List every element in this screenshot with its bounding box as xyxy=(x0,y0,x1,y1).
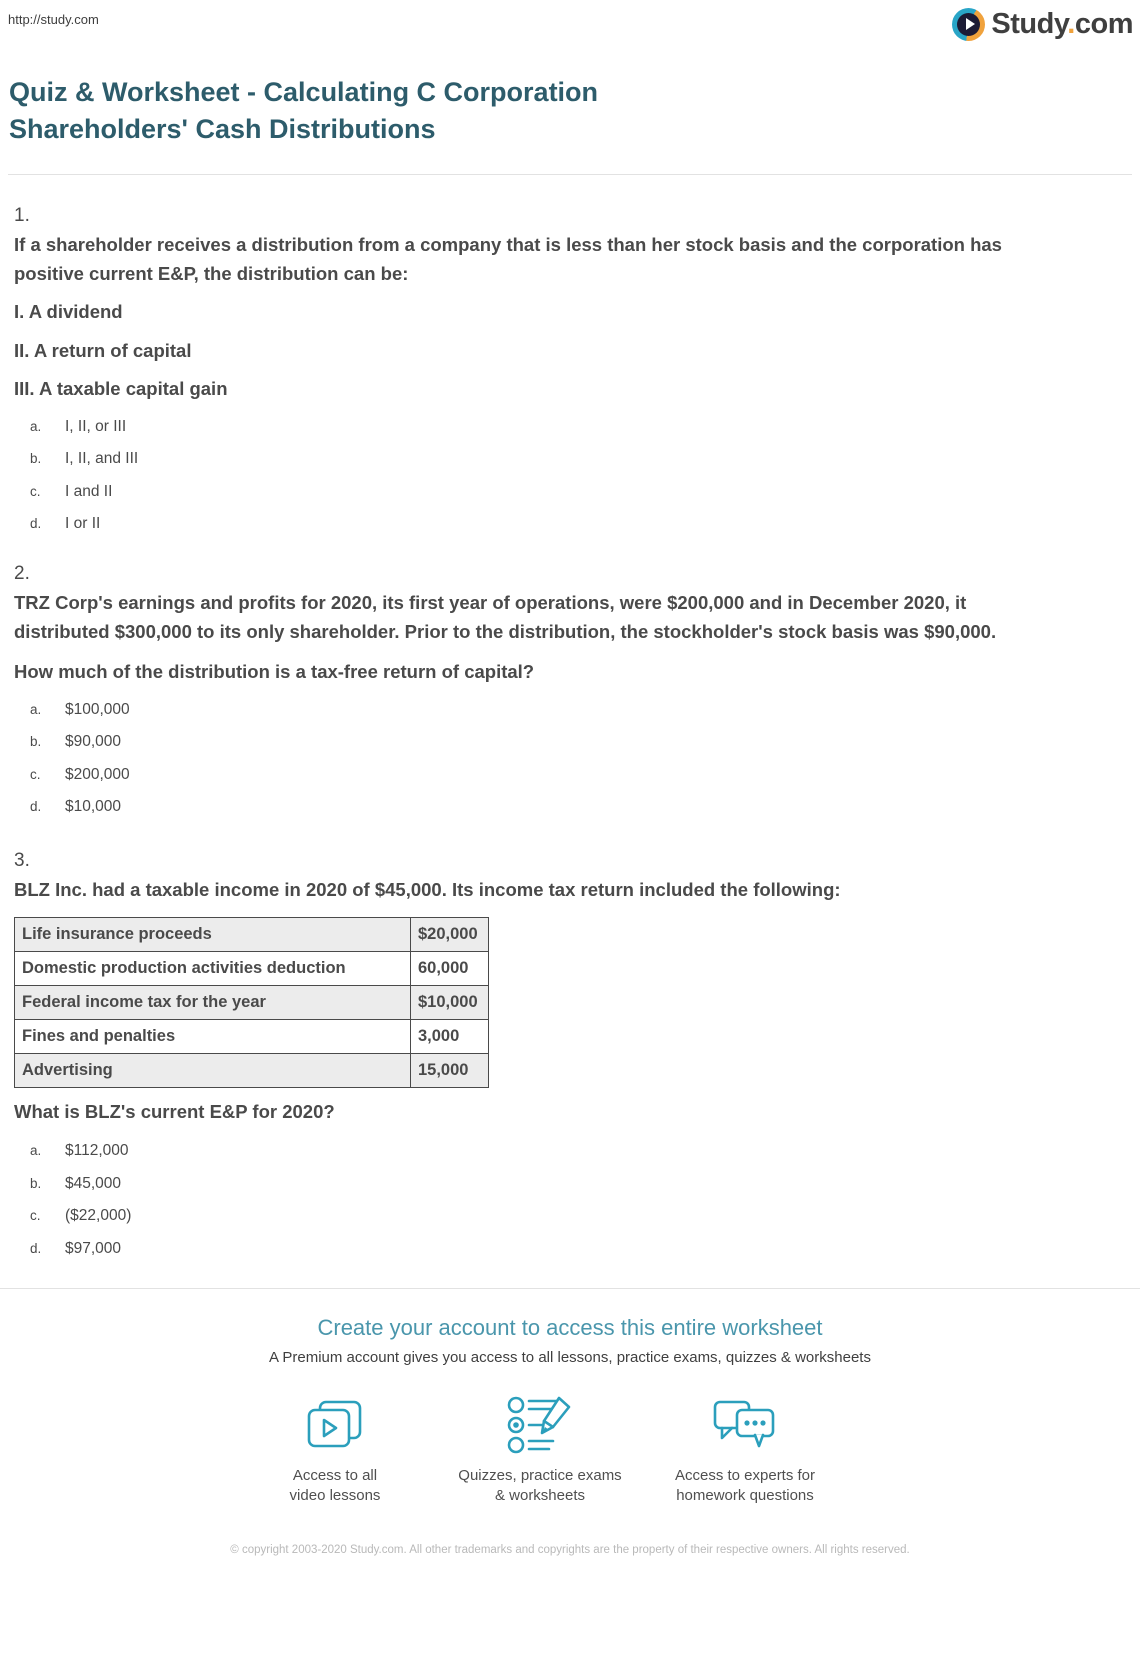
title-divider xyxy=(8,174,1132,175)
premium-benefits-text: A Premium account gives you access to all lessons, practice exams, quizzes & worksheets xyxy=(269,1348,871,1366)
table-cell-value: 15,000 xyxy=(411,1053,489,1087)
create-account-link[interactable]: Create your account to access this entire worksheet xyxy=(317,1314,823,1340)
answer-options xyxy=(0,1142,1140,1258)
quizzes-worksheets-icon xyxy=(507,1396,573,1454)
answer-option-c: c. I and II xyxy=(30,482,113,500)
feature-label: Access to experts for homework questions xyxy=(674,1466,816,1504)
question-prompt: What is BLZ's current E&P for 2020? xyxy=(14,1100,335,1122)
page-url: http://study.com xyxy=(8,12,99,27)
studycom-logo[interactable] xyxy=(952,8,1133,41)
roman-item-3: III. A taxable capital gain xyxy=(14,378,228,399)
answer-option-a: a. $100,000 xyxy=(30,700,130,718)
table-cell-value: $20,000 xyxy=(411,917,489,951)
question-text: BLZ Inc. had a taxable income in 2020 of $45,000. Its income tax return included the following: xyxy=(14,879,841,900)
question-text: If a shareholder receives a distribution from a company that is less than her stock basis and the corporation has positive current E&P, the distribution can be: xyxy=(14,234,1002,284)
question-number: 1. xyxy=(14,205,30,226)
answer-option-d: d. $10,000 xyxy=(30,798,122,815)
answer-option-b: b. I, II, and III xyxy=(30,450,139,467)
feature-list xyxy=(0,1396,1110,1506)
page-header xyxy=(0,0,1140,50)
create-account-section xyxy=(0,1315,1140,1559)
question-1 xyxy=(0,205,1140,533)
roman-item-2: II. A return of capital xyxy=(14,339,192,361)
copyright-notice: © copyright 2003-2020 Study.com. All other trademarks and copyrights are the property of their respective owners. All rights reserved. xyxy=(230,1543,910,1556)
question-text: TRZ Corp's earnings and profits for 2020, its first year of operations, were $200,000 and in December 2020, it distributed $300,000 to its only shareholder. Prior to the distribution, the stockholder's stock basis was $90,000. xyxy=(14,592,997,642)
answer-option-b: b. $90,000 xyxy=(30,733,122,750)
table-cell-value: 60,000 xyxy=(411,951,489,985)
answer-option-d: d. I or II xyxy=(30,515,101,532)
studycom-logo-text: Study.com xyxy=(991,8,1133,40)
answer-options xyxy=(0,701,1140,817)
table-cell-label: Fines and penalties xyxy=(15,1019,411,1053)
table-cell-label: Advertising xyxy=(15,1053,411,1087)
table-cell-value: 3,000 xyxy=(411,1019,489,1053)
answer-option-c: c. ($22,000) xyxy=(30,1207,132,1224)
answer-option-b: b. $45,000 xyxy=(30,1174,122,1192)
question-number: 3. xyxy=(14,850,30,871)
table-cell-label: Domestic production activities deduction xyxy=(15,951,411,985)
table-cell-label: Life insurance proceeds xyxy=(15,917,411,951)
table-row xyxy=(15,1053,489,1087)
feature-video-lessons xyxy=(233,1396,438,1506)
roman-item-1: I. A dividend xyxy=(14,301,123,322)
answer-option-d: d. $97,000 xyxy=(30,1239,122,1257)
table-cell-label: Federal income tax for the year xyxy=(15,985,411,1019)
answer-options xyxy=(0,418,1140,534)
feature-label: Quizzes, practice exams & worksheets xyxy=(458,1466,622,1504)
answer-option-a: a. $112,000 xyxy=(30,1142,129,1159)
question-3 xyxy=(0,850,1140,1258)
footer-divider xyxy=(0,1288,1140,1289)
table-row xyxy=(15,1019,489,1053)
feature-expert-help xyxy=(643,1396,848,1506)
question-2 xyxy=(0,563,1140,816)
question-prompt: How much of the distribution is a tax-free return of capital? xyxy=(14,661,535,682)
question-number: 2. xyxy=(14,563,30,584)
table-row xyxy=(15,917,489,951)
studycom-play-icon xyxy=(952,8,985,41)
income-items-table xyxy=(14,917,489,1088)
page-title: Quiz & Worksheet - Calculating C Corporation Shareholders' Cash Distributions xyxy=(9,77,599,144)
feature-label: Access to all video lessons xyxy=(289,1466,381,1504)
feature-quizzes-worksheets xyxy=(438,1396,643,1506)
table-cell-value: $10,000 xyxy=(411,985,489,1019)
experts-chat-icon xyxy=(713,1400,777,1454)
table-row xyxy=(15,951,489,985)
video-lessons-icon xyxy=(305,1400,365,1454)
answer-option-a: a. I, II, or III xyxy=(30,417,127,435)
answer-option-c: c. $200,000 xyxy=(30,765,130,783)
table-row xyxy=(15,985,489,1019)
